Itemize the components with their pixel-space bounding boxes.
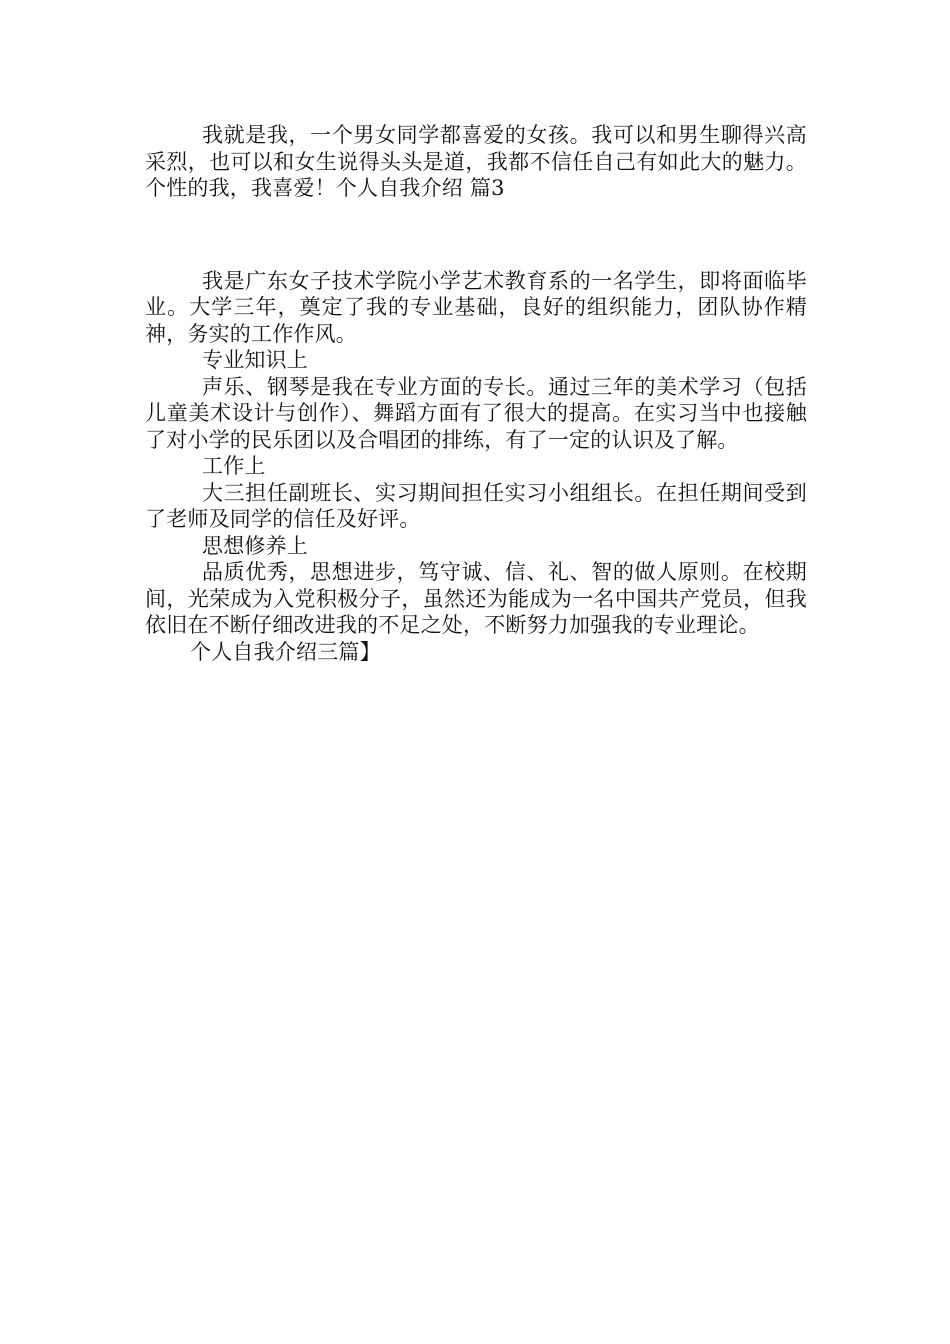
document-body xyxy=(145,122,807,665)
morality-paragraph: 品质优秀，思想进步，笃守诚、信、礼、智的做人原则。在校期间，光荣成为入党积极分子，虽然还为能成为一名中国共产党员，但我依旧在不断仔细改进我的不足之处，不断努力加强我的专业理论。 xyxy=(145,560,807,637)
closing-line: 个人自我介绍三篇】 xyxy=(190,639,381,664)
work-paragraph: 大三担任副班长、实习期间担任实习小组组长。在担任期间受到了老师及同学的信任及好评。 xyxy=(145,480,807,531)
heading-morality: 思想修养上 xyxy=(202,533,308,558)
professional-paragraph: 声乐、钢琴是我在专业方面的专长。通过三年的美术学习（包括儿童美术设计与创作）、舞蹈方面有了很大的提高。在实习当中也接触了对小学的民乐团以及合唱团的排练，有了一定的认识及了解。 xyxy=(145,374,807,452)
heading-professional: 专业知识上 xyxy=(202,348,308,372)
section-paragraph: 我是广东女子技术学院小学艺术教育系的一名学生，即将面临毕业。大学三年，奠定了我的专业基础，良好的组织能力，团队协作精神，务实的工作作风。 xyxy=(145,268,807,346)
heading-work: 工作上 xyxy=(202,454,266,478)
intro-paragraph: 我就是我，一个男女同学都喜爱的女孩。我可以和男生聊得兴高采烈，也可以和女生说得头头是道，我都不信任自己有如此大的魅力。个性的我，我喜爱！个人自我介绍 篇3 xyxy=(145,123,807,200)
paragraph-spacer xyxy=(145,202,807,268)
